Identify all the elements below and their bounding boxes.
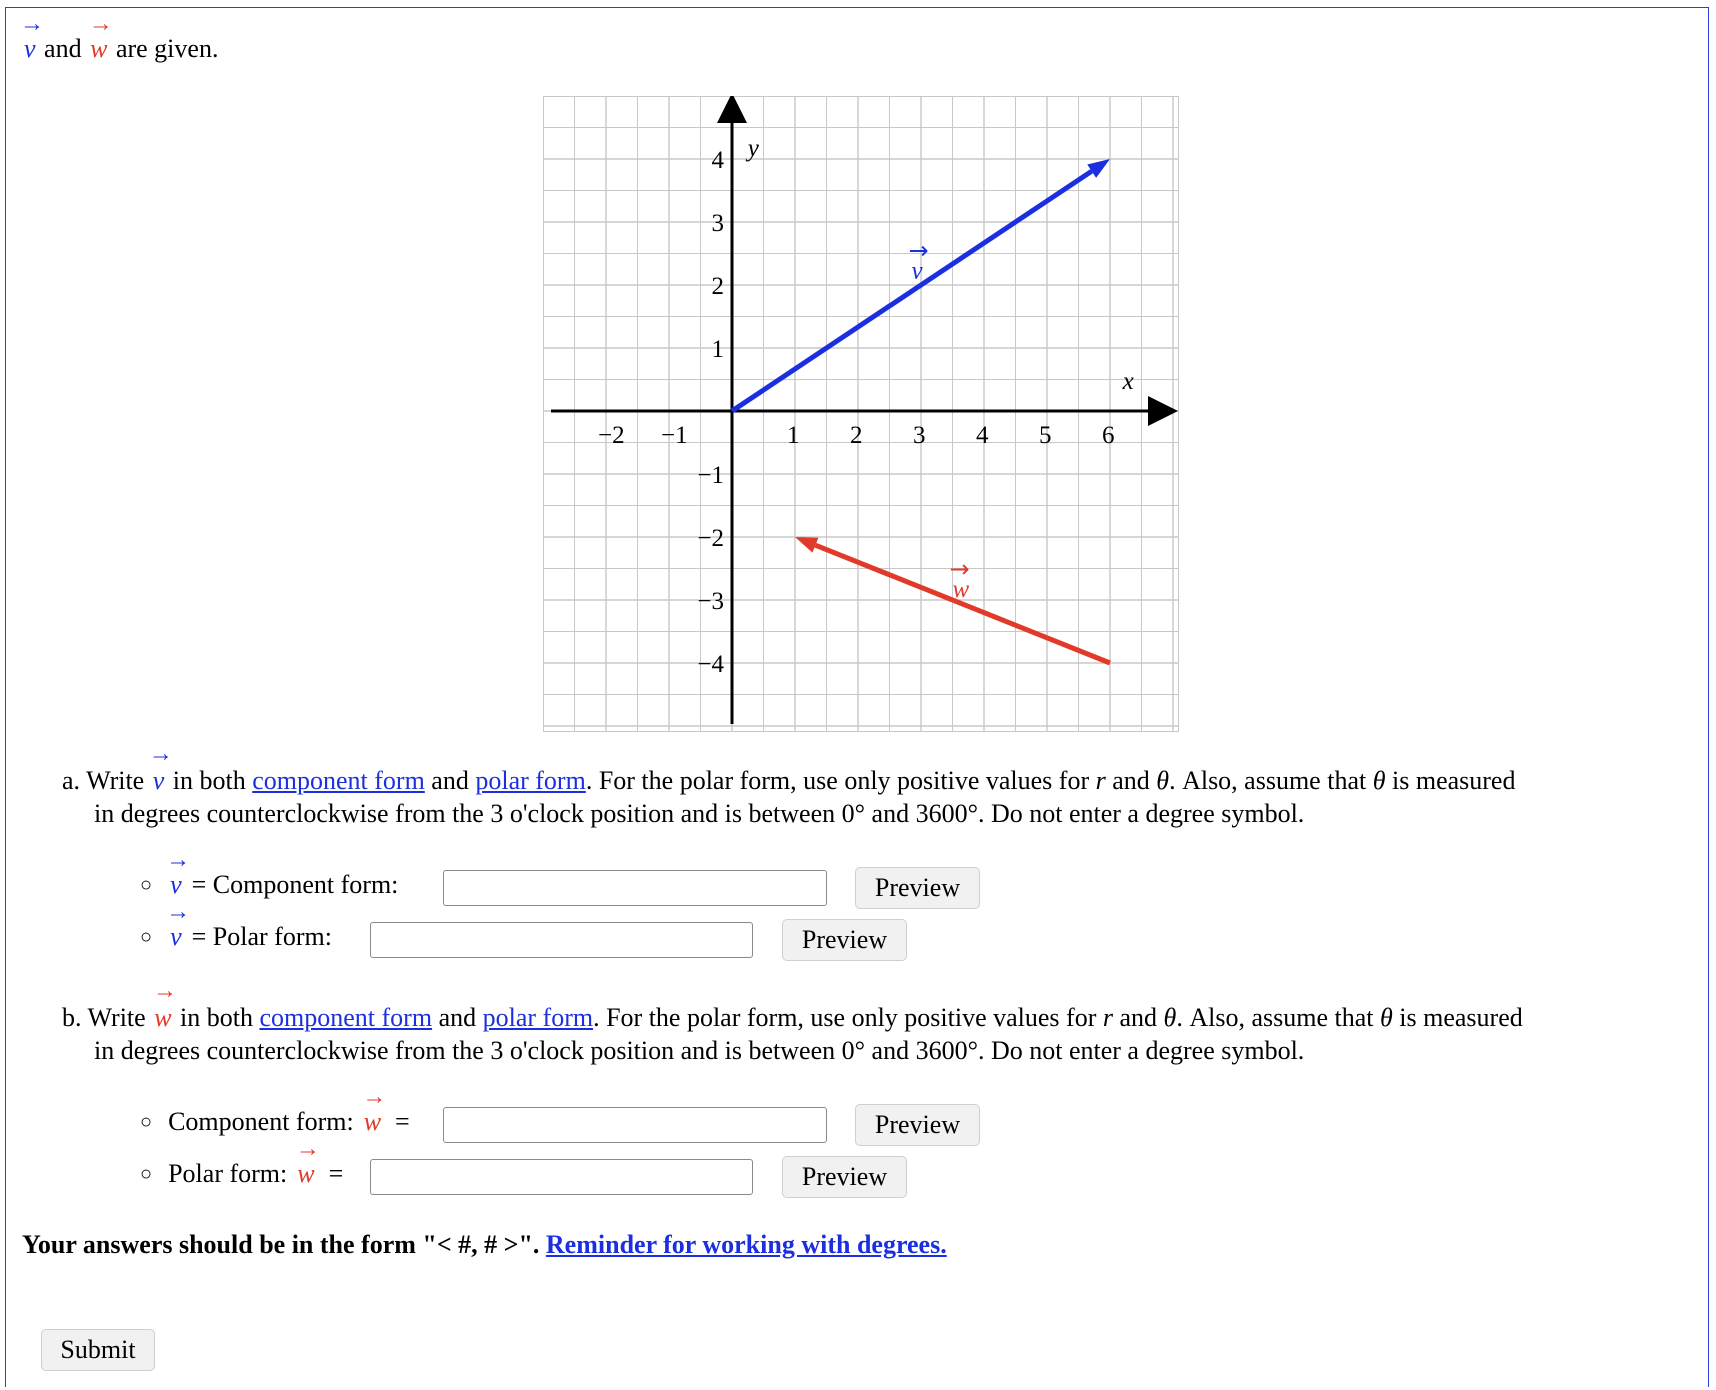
x-tick-label: 4 bbox=[976, 422, 989, 449]
y-tick-label: −4 bbox=[697, 651, 724, 678]
vector-w-label: w bbox=[952, 575, 970, 603]
v-component-row bbox=[140, 847, 399, 900]
w-component-input[interactable] bbox=[443, 1107, 827, 1143]
polar-form-link-b[interactable]: polar form bbox=[482, 1003, 594, 1032]
bullet-icon: ○ bbox=[140, 1110, 153, 1133]
vector-v-label: v bbox=[911, 257, 923, 285]
part-b-line2: in degrees counterclockwise from the 3 o'clock position and is between 0° and 3600°. Do not enter a degree symbol. bbox=[94, 1036, 1305, 1065]
part-a-instructions: a. Write → v in both component form and polar form. For the polar form, use only positive values for r and θ. Also, assume that θ is measured in degrees counterclockwise from the 3 o'clock position and is between 0° and 3600°. Do not enter a degree symbol. bbox=[62, 764, 1702, 830]
grid-border bbox=[544, 97, 1179, 732]
bullet-icon: ○ bbox=[140, 1162, 153, 1185]
polar-form-link-a[interactable]: polar form bbox=[475, 766, 586, 795]
part-a-vector-v: → v bbox=[148, 741, 173, 795]
y-axis-label: y bbox=[747, 134, 759, 162]
y-tick-label: −2 bbox=[697, 525, 724, 552]
intro-and: and bbox=[44, 34, 82, 63]
y-tick-label: −3 bbox=[697, 588, 724, 615]
part-b-prefix: b. Write bbox=[62, 1003, 146, 1032]
tick-labels bbox=[598, 135, 1134, 678]
submit-button[interactable]: Submit bbox=[41, 1329, 155, 1371]
vector-v-arrowhead bbox=[1087, 159, 1110, 178]
vector-w-symbol: → w bbox=[88, 11, 113, 63]
v-polar-row bbox=[140, 899, 332, 952]
x-tick-label: −2 bbox=[598, 422, 625, 449]
vector-graph bbox=[543, 96, 1179, 732]
y-tick-label: −1 bbox=[697, 462, 724, 489]
vector-v-symbol: → v bbox=[20, 11, 44, 63]
preview-button-w-polar[interactable]: Preview bbox=[782, 1156, 907, 1198]
w-component-row: ○ Component form: → w = bbox=[140, 1084, 410, 1136]
component-form-link-a[interactable]: component form bbox=[252, 766, 425, 795]
w-component-label: Component form: bbox=[168, 1107, 354, 1136]
preview-button-v-polar[interactable]: Preview bbox=[782, 919, 907, 961]
vector-w-label-arrow: → bbox=[949, 554, 970, 583]
row-vector-w: → w bbox=[295, 1136, 320, 1188]
grid bbox=[543, 96, 1179, 732]
x-tick-label: 3 bbox=[913, 422, 926, 449]
row-vector-w: → w bbox=[362, 1084, 387, 1136]
v-polar-input[interactable] bbox=[370, 922, 753, 958]
x-axis-label: x bbox=[1122, 367, 1134, 395]
v-component-input[interactable] bbox=[443, 870, 827, 906]
w-polar-input[interactable] bbox=[370, 1159, 753, 1195]
x-tick-label: 1 bbox=[787, 422, 800, 449]
y-tick-label: 2 bbox=[711, 273, 724, 300]
row-vector-v: → v bbox=[166, 847, 191, 899]
y-tick-label: 4 bbox=[711, 147, 724, 174]
vector-w-arrowhead bbox=[795, 537, 818, 553]
vector-v-line bbox=[732, 171, 1092, 411]
w-polar-row: ○ Polar form: → w = bbox=[140, 1136, 344, 1188]
part-a-line2: in degrees counterclockwise from the 3 o'clock position and is between 0° and 3600°. Do not enter a degree symbol. bbox=[94, 799, 1305, 828]
part-a-prefix: a. Write bbox=[62, 766, 145, 795]
preview-button-w-component[interactable]: Preview bbox=[855, 1104, 980, 1146]
intro-line bbox=[20, 11, 219, 64]
bullet-icon: ○ bbox=[140, 873, 153, 896]
part-b-vector-w: → w bbox=[152, 978, 177, 1032]
y-tick-label: 3 bbox=[711, 210, 724, 237]
part-b-instructions: b. Write → w in both component form and polar form. For the polar form, use only positive values for r and θ. Also, assume that θ is measured in degrees counterclockwise from the 3 o'clock position and is between 0° and 3600°. Do not enter a degree symbol. bbox=[62, 1001, 1702, 1067]
preview-button-v-component[interactable]: Preview bbox=[855, 867, 980, 909]
row-vector-v: → v bbox=[166, 899, 191, 951]
intro-text: are given. bbox=[115, 34, 219, 63]
answer-format-note: Your answers should be in the form "< #, # >". Reminder for working with degrees. bbox=[22, 1230, 947, 1259]
bullet-icon: ○ bbox=[140, 925, 153, 948]
x-tick-label: 6 bbox=[1102, 422, 1115, 449]
x-tick-label: 5 bbox=[1039, 422, 1052, 449]
vector-v-label-arrow: → bbox=[908, 236, 929, 265]
component-form-link-b[interactable]: component form bbox=[259, 1003, 433, 1032]
w-polar-label: Polar form: bbox=[168, 1159, 288, 1188]
x-tick-label: 2 bbox=[850, 422, 863, 449]
degrees-reminder-link[interactable]: Reminder for working with degrees. bbox=[545, 1230, 947, 1259]
y-tick-label: 1 bbox=[711, 336, 724, 363]
v-polar-label: = Polar form: bbox=[191, 922, 332, 951]
v-component-label: = Component form: bbox=[191, 870, 399, 899]
x-tick-label: −1 bbox=[661, 422, 688, 449]
